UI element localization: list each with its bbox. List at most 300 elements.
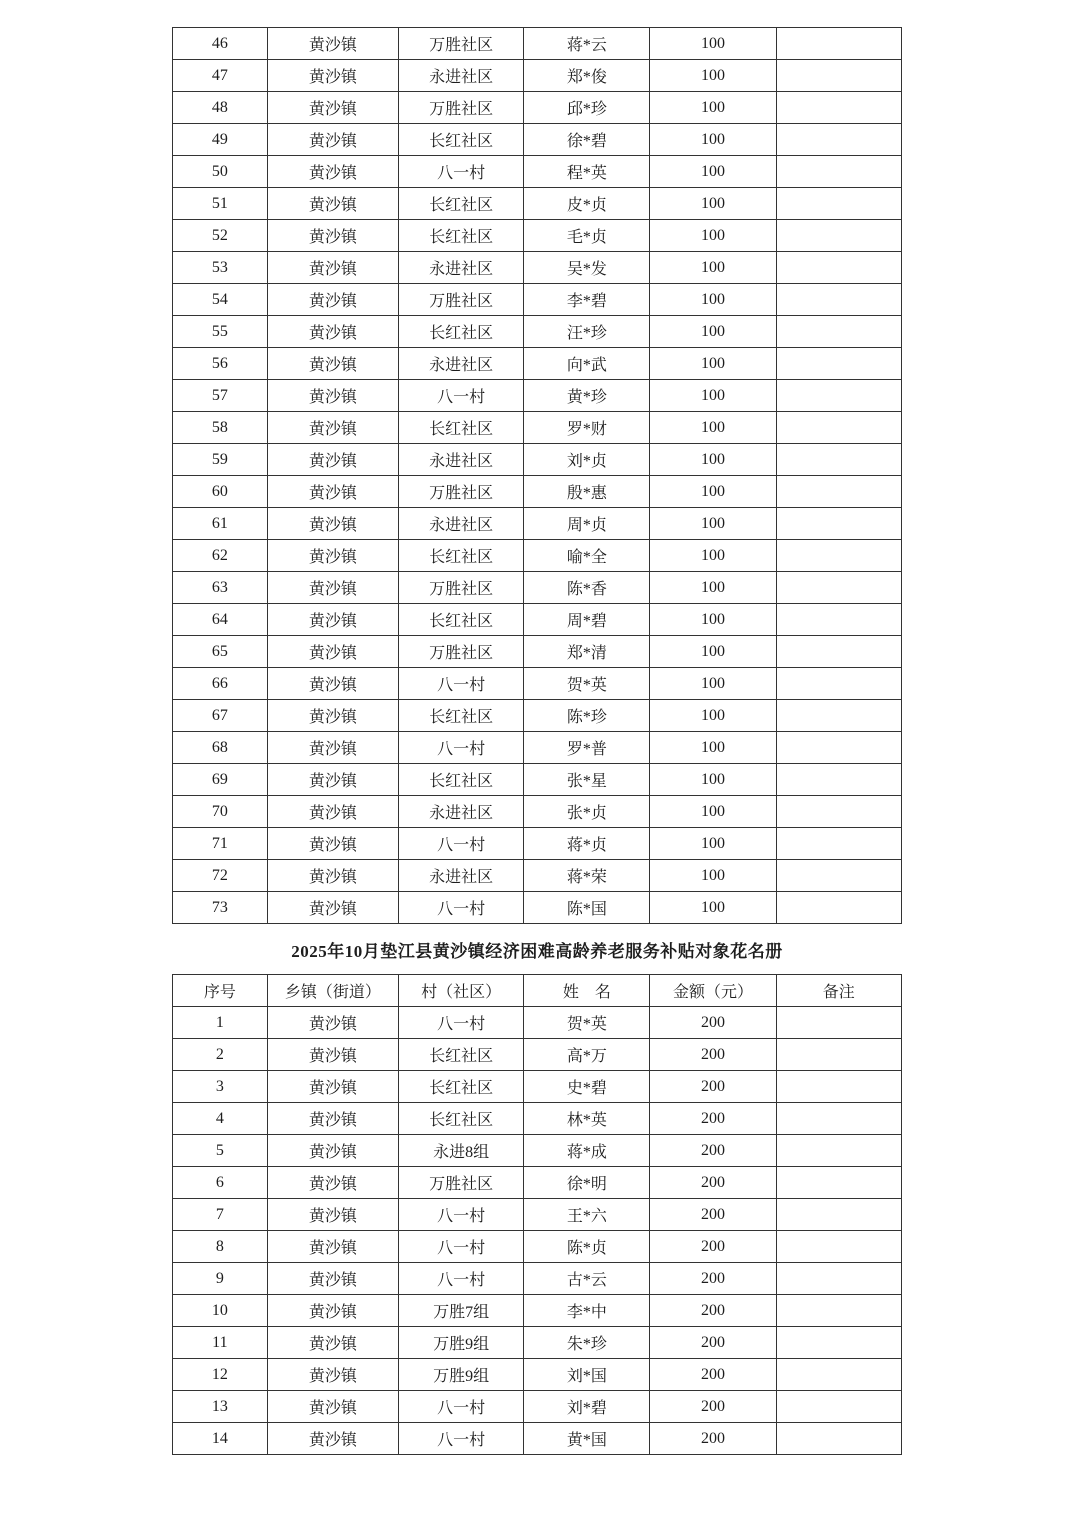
table-row: [173, 1071, 902, 1103]
cell-amount: 100: [650, 860, 776, 892]
cell-note: [776, 1423, 901, 1455]
table-row: [173, 92, 902, 124]
table-row: [173, 1167, 902, 1199]
table-row: [173, 252, 902, 284]
cell-name: 刘*碧: [524, 1391, 650, 1423]
cell-amount: 200: [650, 1423, 776, 1455]
cell-name: 毛*贞: [524, 220, 650, 252]
cell-no: 1: [173, 1007, 268, 1039]
table-row: [173, 220, 902, 252]
cell-village: 八一村: [398, 1199, 523, 1231]
table-row: [173, 700, 902, 732]
cell-amount: 100: [650, 220, 776, 252]
cell-village: 永进社区: [398, 348, 523, 380]
cell-note: [776, 1231, 901, 1263]
cell-town: 黄沙镇: [267, 1103, 398, 1135]
cell-note: [776, 60, 901, 92]
cell-note: [776, 348, 901, 380]
cell-note: [776, 1103, 901, 1135]
cell-name: 徐*明: [524, 1167, 650, 1199]
cell-town: 黄沙镇: [267, 252, 398, 284]
cell-village: 八一村: [398, 1263, 523, 1295]
header-cell: 备注: [776, 975, 901, 1007]
cell-no: 47: [173, 60, 268, 92]
cell-no: 58: [173, 412, 268, 444]
cell-village: 八一村: [398, 1391, 523, 1423]
cell-name: 罗*财: [524, 412, 650, 444]
cell-town: 黄沙镇: [267, 1231, 398, 1263]
cell-town: 黄沙镇: [267, 1263, 398, 1295]
cell-amount: 100: [650, 796, 776, 828]
cell-amount: 100: [650, 764, 776, 796]
cell-no: 59: [173, 444, 268, 476]
cell-town: 黄沙镇: [267, 764, 398, 796]
cell-note: [776, 892, 901, 924]
cell-name: 徐*碧: [524, 124, 650, 156]
cell-note: [776, 124, 901, 156]
cell-note: [776, 444, 901, 476]
header-cell: 序号: [173, 975, 268, 1007]
cell-village: 永进社区: [398, 252, 523, 284]
cell-amount: 200: [650, 1327, 776, 1359]
cell-name: 贺*英: [524, 1007, 650, 1039]
cell-no: 4: [173, 1103, 268, 1135]
cell-village: 八一村: [398, 1231, 523, 1263]
table-row: [173, 508, 902, 540]
sheet: [172, 0, 902, 1455]
cell-name: 蒋*贞: [524, 828, 650, 860]
cell-village: 长红社区: [398, 220, 523, 252]
cell-note: [776, 860, 901, 892]
cell-name: 高*万: [524, 1039, 650, 1071]
cell-no: 6: [173, 1167, 268, 1199]
cell-amount: 100: [650, 892, 776, 924]
cell-town: 黄沙镇: [267, 284, 398, 316]
roster-header-row: [173, 975, 902, 1007]
header-cell: 金额（元）: [650, 975, 776, 1007]
cell-no: 63: [173, 572, 268, 604]
cell-village: 万胜社区: [398, 92, 523, 124]
cell-note: [776, 700, 901, 732]
cell-village: 长红社区: [398, 188, 523, 220]
cell-name: 郑*俊: [524, 60, 650, 92]
cell-village: 万胜社区: [398, 1167, 523, 1199]
cell-name: 李*碧: [524, 284, 650, 316]
cell-amount: 100: [650, 540, 776, 572]
table-row: [173, 1231, 902, 1263]
cell-note: [776, 1295, 901, 1327]
cell-amount: 100: [650, 476, 776, 508]
cell-amount: 100: [650, 604, 776, 636]
cell-no: 11: [173, 1327, 268, 1359]
cell-amount: 100: [650, 92, 776, 124]
table-row: [173, 604, 902, 636]
cell-no: 55: [173, 316, 268, 348]
cell-village: 万胜社区: [398, 28, 523, 60]
cell-no: 61: [173, 508, 268, 540]
roster-table-october-body: [173, 1007, 902, 1455]
cell-amount: 100: [650, 668, 776, 700]
cell-note: [776, 828, 901, 860]
table-row: [173, 284, 902, 316]
cell-note: [776, 28, 901, 60]
table-row: [173, 892, 902, 924]
cell-village: 长红社区: [398, 124, 523, 156]
table-row: [173, 1263, 902, 1295]
roster-title: 2025年10月垫江县黄沙镇经济困难高龄养老服务补贴对象花名册: [291, 942, 783, 961]
roster-table-continued-body: [173, 28, 902, 924]
table-row: [173, 1199, 902, 1231]
cell-note: [776, 1039, 901, 1071]
table-row: [173, 1295, 902, 1327]
cell-amount: 100: [650, 284, 776, 316]
cell-name: 刘*贞: [524, 444, 650, 476]
table-row: [173, 764, 902, 796]
cell-note: [776, 1135, 901, 1167]
cell-town: 黄沙镇: [267, 1391, 398, 1423]
table-row: [173, 1391, 902, 1423]
cell-amount: 100: [650, 156, 776, 188]
cell-no: 71: [173, 828, 268, 860]
cell-amount: 100: [650, 316, 776, 348]
cell-town: 黄沙镇: [267, 60, 398, 92]
cell-amount: 100: [650, 28, 776, 60]
cell-no: 13: [173, 1391, 268, 1423]
cell-amount: 100: [650, 444, 776, 476]
cell-name: 陈*珍: [524, 700, 650, 732]
cell-town: 黄沙镇: [267, 1199, 398, 1231]
table-row: [173, 444, 902, 476]
cell-note: [776, 764, 901, 796]
cell-amount: 100: [650, 60, 776, 92]
cell-town: 黄沙镇: [267, 668, 398, 700]
table-row: [173, 572, 902, 604]
cell-note: [776, 1007, 901, 1039]
cell-town: 黄沙镇: [267, 1167, 398, 1199]
cell-no: 10: [173, 1295, 268, 1327]
cell-name: 郑*清: [524, 636, 650, 668]
cell-village: 长红社区: [398, 764, 523, 796]
cell-no: 46: [173, 28, 268, 60]
cell-village: 八一村: [398, 1423, 523, 1455]
cell-village: 八一村: [398, 380, 523, 412]
cell-no: 69: [173, 764, 268, 796]
cell-name: 张*星: [524, 764, 650, 796]
cell-village: 长红社区: [398, 1039, 523, 1071]
cell-name: 皮*贞: [524, 188, 650, 220]
cell-note: [776, 796, 901, 828]
cell-village: 八一村: [398, 668, 523, 700]
cell-no: 48: [173, 92, 268, 124]
cell-note: [776, 572, 901, 604]
cell-town: 黄沙镇: [267, 860, 398, 892]
cell-town: 黄沙镇: [267, 1295, 398, 1327]
cell-name: 吴*发: [524, 252, 650, 284]
cell-name: 王*六: [524, 1199, 650, 1231]
table-row: [173, 1103, 902, 1135]
table-row: [173, 380, 902, 412]
cell-note: [776, 188, 901, 220]
table-row: [173, 796, 902, 828]
cell-note: [776, 412, 901, 444]
cell-village: 长红社区: [398, 604, 523, 636]
cell-note: [776, 316, 901, 348]
cell-town: 黄沙镇: [267, 540, 398, 572]
cell-no: 8: [173, 1231, 268, 1263]
cell-no: 60: [173, 476, 268, 508]
cell-name: 李*中: [524, 1295, 650, 1327]
cell-village: 万胜社区: [398, 572, 523, 604]
cell-note: [776, 604, 901, 636]
cell-village: 长红社区: [398, 1103, 523, 1135]
cell-village: 永进社区: [398, 444, 523, 476]
cell-town: 黄沙镇: [267, 796, 398, 828]
cell-amount: 200: [650, 1359, 776, 1391]
cell-no: 57: [173, 380, 268, 412]
cell-amount: 100: [650, 732, 776, 764]
cell-amount: 100: [650, 412, 776, 444]
cell-town: 黄沙镇: [267, 1423, 398, 1455]
cell-town: 黄沙镇: [267, 380, 398, 412]
cell-village: 长红社区: [398, 1071, 523, 1103]
cell-town: 黄沙镇: [267, 476, 398, 508]
cell-town: 黄沙镇: [267, 732, 398, 764]
cell-amount: 200: [650, 1039, 776, 1071]
cell-no: 2: [173, 1039, 268, 1071]
table-row: [173, 476, 902, 508]
cell-name: 贺*英: [524, 668, 650, 700]
table-row: [173, 1359, 902, 1391]
cell-note: [776, 1071, 901, 1103]
cell-no: 72: [173, 860, 268, 892]
cell-town: 黄沙镇: [267, 508, 398, 540]
cell-village: 长红社区: [398, 412, 523, 444]
cell-name: 史*碧: [524, 1071, 650, 1103]
cell-village: 八一村: [398, 156, 523, 188]
table-row: [173, 1423, 902, 1455]
cell-name: 喻*全: [524, 540, 650, 572]
cell-no: 9: [173, 1263, 268, 1295]
cell-amount: 200: [650, 1199, 776, 1231]
cell-village: 万胜社区: [398, 636, 523, 668]
cell-name: 汪*珍: [524, 316, 650, 348]
table-row: [173, 540, 902, 572]
cell-note: [776, 1167, 901, 1199]
roster-table-october: [172, 974, 902, 1455]
header-cell: 村（社区）: [398, 975, 523, 1007]
cell-name: 张*贞: [524, 796, 650, 828]
cell-town: 黄沙镇: [267, 892, 398, 924]
cell-no: 56: [173, 348, 268, 380]
table-row: [173, 1135, 902, 1167]
cell-no: 52: [173, 220, 268, 252]
cell-amount: 200: [650, 1167, 776, 1199]
cell-note: [776, 636, 901, 668]
cell-note: [776, 1327, 901, 1359]
table-row: [173, 1327, 902, 1359]
cell-town: 黄沙镇: [267, 124, 398, 156]
cell-village: 万胜社区: [398, 476, 523, 508]
cell-name: 周*碧: [524, 604, 650, 636]
cell-no: 66: [173, 668, 268, 700]
cell-village: 八一村: [398, 892, 523, 924]
cell-amount: 100: [650, 508, 776, 540]
cell-name: 蒋*成: [524, 1135, 650, 1167]
cell-village: 万胜社区: [398, 284, 523, 316]
cell-village: 永进社区: [398, 860, 523, 892]
cell-town: 黄沙镇: [267, 604, 398, 636]
cell-note: [776, 508, 901, 540]
cell-name: 古*云: [524, 1263, 650, 1295]
cell-note: [776, 380, 901, 412]
cell-village: 永进社区: [398, 796, 523, 828]
cell-amount: 200: [650, 1295, 776, 1327]
cell-amount: 200: [650, 1263, 776, 1295]
header-cell: 乡镇（街道）: [267, 975, 398, 1007]
cell-no: 67: [173, 700, 268, 732]
cell-no: 64: [173, 604, 268, 636]
cell-village: 永进社区: [398, 508, 523, 540]
table-row: [173, 828, 902, 860]
cell-note: [776, 476, 901, 508]
cell-name: 陈*香: [524, 572, 650, 604]
cell-no: 54: [173, 284, 268, 316]
cell-town: 黄沙镇: [267, 828, 398, 860]
cell-amount: 200: [650, 1071, 776, 1103]
cell-no: 3: [173, 1071, 268, 1103]
cell-town: 黄沙镇: [267, 444, 398, 476]
cell-village: 万胜9组: [398, 1359, 523, 1391]
cell-no: 12: [173, 1359, 268, 1391]
cell-town: 黄沙镇: [267, 1135, 398, 1167]
cell-name: 蒋*云: [524, 28, 650, 60]
cell-name: 殷*惠: [524, 476, 650, 508]
cell-village: 长红社区: [398, 316, 523, 348]
cell-town: 黄沙镇: [267, 28, 398, 60]
cell-name: 刘*国: [524, 1359, 650, 1391]
table-row: [173, 60, 902, 92]
table-row: [173, 28, 902, 60]
cell-name: 朱*珍: [524, 1327, 650, 1359]
cell-amount: 100: [650, 700, 776, 732]
cell-village: 八一村: [398, 732, 523, 764]
cell-no: 50: [173, 156, 268, 188]
table-row: [173, 316, 902, 348]
cell-town: 黄沙镇: [267, 156, 398, 188]
cell-village: 长红社区: [398, 700, 523, 732]
cell-amount: 200: [650, 1135, 776, 1167]
table-row: [173, 636, 902, 668]
cell-note: [776, 284, 901, 316]
cell-town: 黄沙镇: [267, 700, 398, 732]
cell-village: 永进8组: [398, 1135, 523, 1167]
cell-town: 黄沙镇: [267, 1071, 398, 1103]
cell-no: 62: [173, 540, 268, 572]
table-row: [173, 156, 902, 188]
cell-town: 黄沙镇: [267, 220, 398, 252]
cell-name: 陈*国: [524, 892, 650, 924]
cell-name: 罗*普: [524, 732, 650, 764]
cell-no: 49: [173, 124, 268, 156]
cell-note: [776, 668, 901, 700]
cell-no: 7: [173, 1199, 268, 1231]
table-row: [173, 1007, 902, 1039]
cell-amount: 100: [650, 572, 776, 604]
cell-note: [776, 732, 901, 764]
table-row: [173, 412, 902, 444]
cell-note: [776, 92, 901, 124]
cell-amount: 200: [650, 1391, 776, 1423]
cell-note: [776, 1391, 901, 1423]
table-row: [173, 188, 902, 220]
cell-no: 73: [173, 892, 268, 924]
cell-amount: 100: [650, 252, 776, 284]
cell-village: 八一村: [398, 828, 523, 860]
cell-village: 永进社区: [398, 60, 523, 92]
cell-town: 黄沙镇: [267, 188, 398, 220]
cell-town: 黄沙镇: [267, 1359, 398, 1391]
cell-name: 向*武: [524, 348, 650, 380]
cell-name: 程*英: [524, 156, 650, 188]
table-row: [173, 348, 902, 380]
cell-amount: 100: [650, 124, 776, 156]
cell-name: 邱*珍: [524, 92, 650, 124]
roster-table-continued: [172, 27, 902, 924]
cell-no: 65: [173, 636, 268, 668]
cell-village: 万胜9组: [398, 1327, 523, 1359]
cell-town: 黄沙镇: [267, 348, 398, 380]
cell-town: 黄沙镇: [267, 92, 398, 124]
cell-town: 黄沙镇: [267, 1007, 398, 1039]
table-row: [173, 668, 902, 700]
cell-note: [776, 540, 901, 572]
cell-name: 林*英: [524, 1103, 650, 1135]
cell-note: [776, 1263, 901, 1295]
cell-town: 黄沙镇: [267, 636, 398, 668]
cell-no: 68: [173, 732, 268, 764]
cell-name: 蒋*荣: [524, 860, 650, 892]
cell-note: [776, 1199, 901, 1231]
cell-name: 陈*贞: [524, 1231, 650, 1263]
cell-note: [776, 156, 901, 188]
cell-amount: 200: [650, 1231, 776, 1263]
cell-town: 黄沙镇: [267, 1039, 398, 1071]
cell-amount: 100: [650, 380, 776, 412]
cell-amount: 100: [650, 828, 776, 860]
cell-no: 70: [173, 796, 268, 828]
table-row: [173, 1039, 902, 1071]
cell-no: 51: [173, 188, 268, 220]
cell-amount: 100: [650, 348, 776, 380]
cell-town: 黄沙镇: [267, 1327, 398, 1359]
cell-town: 黄沙镇: [267, 316, 398, 348]
cell-town: 黄沙镇: [267, 412, 398, 444]
table-row: [173, 124, 902, 156]
cell-amount: 100: [650, 636, 776, 668]
header-cell: 姓 名: [524, 975, 650, 1007]
table-row: [173, 860, 902, 892]
cell-amount: 200: [650, 1007, 776, 1039]
cell-note: [776, 252, 901, 284]
cell-note: [776, 1359, 901, 1391]
table-row: [173, 732, 902, 764]
cell-no: 53: [173, 252, 268, 284]
cell-no: 14: [173, 1423, 268, 1455]
cell-name: 周*贞: [524, 508, 650, 540]
cell-amount: 200: [650, 1103, 776, 1135]
cell-no: 5: [173, 1135, 268, 1167]
cell-town: 黄沙镇: [267, 572, 398, 604]
